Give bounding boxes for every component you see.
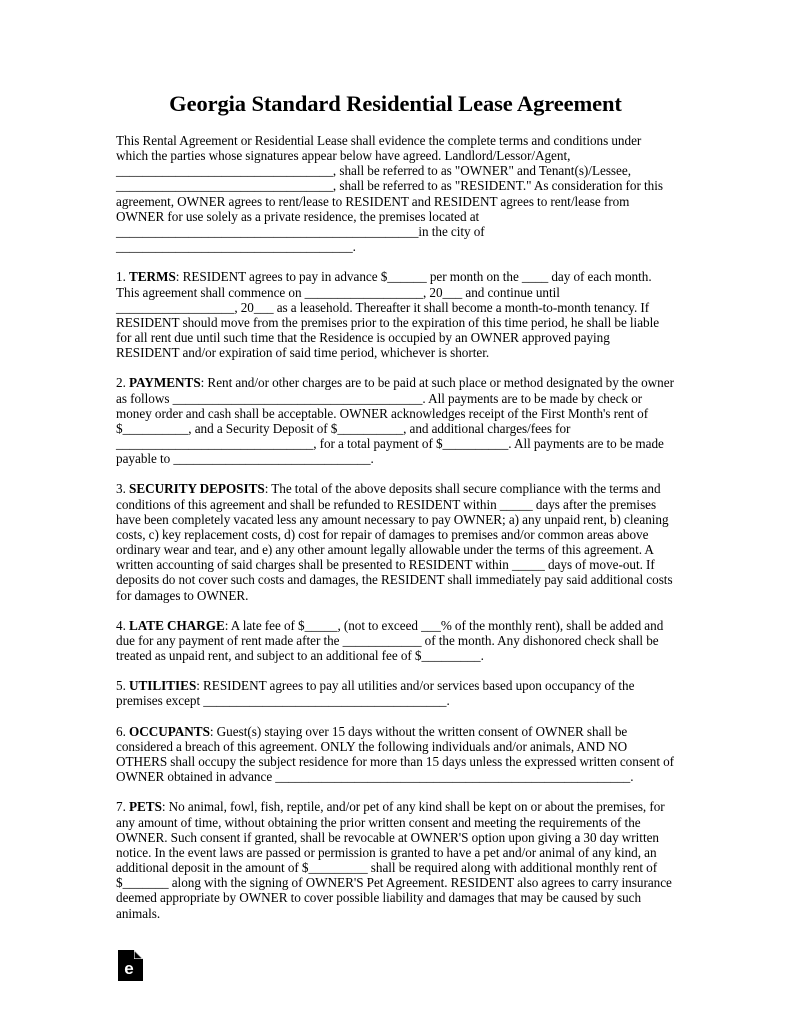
section-body-pets: : No animal, fowl, fish, reptile, and/or pet of any kind shall be kept on or about the premises, for any amount of time, without obtaining the prior written consent and meeting the requirements of the OWNER. Such consent if granted, shall be revocable at OWNER'S option upon giving a 30 day written notice. In the event laws are passed or permission is granted to have a pet and/or animal of any kind, an additional deposit in the amount of $_________ shall be required along with additional monthly rent of $_______ along with the signing of OWNER'S Pet Agreement. RESIDENT also agrees to carry insurance deemed appropriate by OWNER to cover possible liability and damages that may be caused by such animals. — [116, 799, 672, 921]
section-heading-occupants: OCCUPANTS — [129, 723, 210, 739]
section-heading-utilities: UTILITIES — [129, 678, 197, 694]
section-heading-payments: PAYMENTS — [129, 375, 201, 391]
section-security-deposits — [116, 481, 676, 602]
section-number-occupants: 6. — [116, 723, 126, 739]
section-heading-terms: TERMS — [129, 269, 176, 285]
section-number-utilities: 5. — [116, 678, 126, 694]
section-number-pets: 7. — [116, 799, 126, 815]
section-body-late-charge: : A late fee of $_____, (not to exceed ___% of the monthly rent), shall be added and due for any payment of rent made after the ____________ of the month. Any dishonored check shall be treated as unpaid rent, and subject to an additional fee of $_________. — [116, 617, 664, 664]
section-heading-late-charge: LATE CHARGE — [129, 617, 225, 633]
section-terms — [116, 269, 676, 360]
section-number-payments: 2. — [116, 375, 126, 391]
paragraph-intro — [116, 133, 676, 254]
section-number-security: 3. — [116, 481, 126, 497]
section-number-terms: 1. — [116, 269, 126, 285]
svg-text:e: e — [124, 959, 134, 978]
section-heading-pets: PETS — [129, 799, 162, 815]
section-number-late-charge: 4. — [116, 617, 126, 633]
section-body-terms: : RESIDENT agrees to pay in advance $______ per month on the ____ day of each month. This agreement shall commence on __________________, 20___ and continue until __________________, 20___ as a leasehold. Thereafter it shall become a month-to-month tenancy. If RESIDENT should move from the premises prior to the expiration of this time period, he shall be liable for all rent due until such time that the Residence is occupied by an OWNER approved paying RESIDENT and/or expiration of said time period, whichever is shorter. — [116, 269, 660, 361]
section-body-security: : The total of the above deposits shall secure compliance with the terms and conditions of this agreement and shall be refunded to RESIDENT within _____ days after the premises have been completely vacated less any amount necessary to pay OWNER; a) any unpaid rent, b) cleaning costs, c) key replacement costs, d) cost for repair of damages to premises and/or common areas above ordinary wear and tear, and e) any other amount legally allowable under the terms of this agreement. A written accounting of said charges shall be presented to RESIDENT within _____ days of move-out. If deposits do not cover such costs and damages, the RESIDENT shall immediately pay said additional costs for damages to OWNER. — [116, 481, 673, 603]
section-body-payments: : Rent and/or other charges are to be paid at such place or method designated by the owner as follows ______________________________________. All payments are to be made by check or money order and cash shall be acceptable. OWNER acknowledges receipt of the First Month's rent of $__________, and a Security Deposit of $__________, and additional charges/fees for ______________________________, for a total payment of $__________. All payments are to be made payable to ______________________________. — [116, 375, 674, 467]
document-body — [116, 133, 676, 921]
section-payments — [116, 375, 676, 466]
section-late-charge — [116, 618, 676, 663]
section-body-utilities: : RESIDENT agrees to pay all utilities and/or services based upon occupancy of the premises except _____________________________________. — [116, 678, 635, 709]
section-utilities — [116, 678, 676, 708]
section-body-occupants: : Guest(s) staying over 15 days without the written consent of OWNER shall be considered a breach of this agreement. ONLY the following individuals and/or animals, AND NO OTHERS shall occupy the subject residence for more than 15 days unless the expressed written consent of OWNER obtained in advance ______________________________________________________. — [116, 723, 675, 785]
section-pets — [116, 799, 676, 920]
section-heading-security: SECURITY DEPOSITS — [129, 481, 265, 497]
page-title: Georgia Standard Residential Lease Agreement — [169, 91, 622, 116]
intro-text: This Rental Agreement or Residential Lease shall evidence the complete terms and conditions under which the parties whose signatures appear below have agreed. Landlord/Lessor/Agent, _________________________________, shall be referred to as "OWNER" and Tenant(s)/Lessee, _________________________________, shall be referred to as "RESIDENT." As consideration for this agreement, OWNER agrees to rent/lease to RESIDENT and RESIDENT agrees to rent/lease from OWNER for use solely as a private residence, the premises located at ______________________________________________in the city of ____________________________________. — [116, 133, 663, 255]
section-occupants — [116, 724, 676, 785]
eforms-logo-svg — [118, 950, 143, 981]
eforms-document-icon — [118, 950, 143, 981]
